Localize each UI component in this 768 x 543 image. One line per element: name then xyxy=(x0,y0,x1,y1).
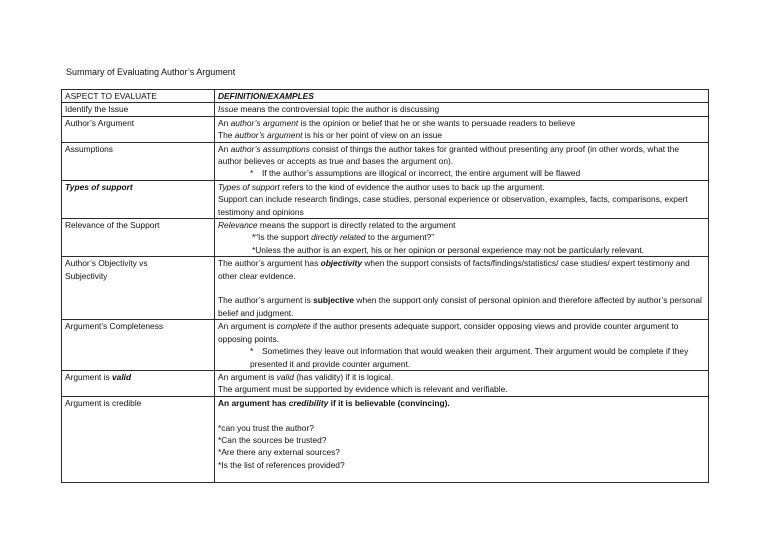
question-line: *Can the sources be trusted? xyxy=(218,434,327,445)
definition-line xyxy=(218,103,705,115)
definition-cell xyxy=(215,116,709,142)
definition-term: complete xyxy=(276,321,311,332)
aspect-cell: Author’s Argument xyxy=(62,116,215,142)
document-title: Summary of Evaluating Author’s Argument xyxy=(66,67,236,77)
table-row xyxy=(62,219,709,257)
table-row xyxy=(62,142,709,180)
evaluation-summary-table xyxy=(61,89,709,483)
definition-cell xyxy=(215,219,709,257)
definition-cell xyxy=(215,396,709,482)
table-row xyxy=(62,257,709,320)
aspect-cell: Identify the Issue xyxy=(62,103,215,116)
definition-cell xyxy=(215,180,709,218)
aspect-cell: Argument is valid xyxy=(62,370,215,396)
definition-line: An author’s argument is the opinion or belief that he or she wants to persuade readers to believe xyxy=(218,117,576,128)
question-line: *“Is the support directly related to the argument?” xyxy=(252,232,435,243)
question-line: *can you trust the author? xyxy=(218,422,314,433)
definition-line: Relevance means the support is directly related to the argument xyxy=(218,220,456,231)
definition-cell xyxy=(215,320,709,371)
definition-paragraph: An argument is complete if the author presents adequate support, consider opposing views and provide counter argument to opposing points. xyxy=(218,321,679,344)
definition-line: The author’s argument is his or her point of view on an issue xyxy=(218,130,443,141)
definition-paragraph: An author’s assumptions consist of things the author takes for granted without presenting any proof (in other words, what the author believes or accepts as true and bases the argument on). xyxy=(218,143,680,167)
aspect-label: Types of support xyxy=(65,181,133,192)
table-header-row xyxy=(62,90,709,103)
definition-term: credibility xyxy=(288,397,329,408)
definition-term: Relevance xyxy=(218,220,258,231)
table-row xyxy=(62,370,709,396)
bullet-marker: * xyxy=(250,346,254,357)
definition-term: objectivity xyxy=(320,258,362,269)
table-row xyxy=(62,396,709,482)
definition-cell xyxy=(215,142,709,180)
bullet-item xyxy=(218,167,705,179)
header-aspect: ASPECT TO EVALUATE xyxy=(62,90,215,103)
definition-text: means the controversial topic the author is discussing xyxy=(238,104,440,115)
definition-term: author’s argument xyxy=(230,117,299,128)
definition-term: valid xyxy=(276,371,294,382)
definition-cell xyxy=(215,257,709,320)
bullet-marker: * xyxy=(250,168,254,179)
table-row xyxy=(62,180,709,218)
definition-line: Types of support refers to the kind of evidence the author uses to back up the argument. xyxy=(218,181,545,192)
definition-paragraph: The author’s argument is subjective when the support only consist of personal opinion and therefore affected by author’s personal belief and judgment. xyxy=(218,295,702,318)
aspect-label: Author’s Objectivity vs Subjectivity xyxy=(65,258,148,281)
aspect-cell: Relevance of the Support xyxy=(62,219,215,257)
definition-cell xyxy=(215,103,709,116)
definition-paragraph: Support can include research findings, case studies, personal experience or observation, examples, facts, comparisons, expert testimony and opinions xyxy=(218,194,688,217)
definition-term: directly related xyxy=(311,232,366,243)
definition-term: subjective xyxy=(313,295,355,306)
definition-term: author’s argument xyxy=(234,130,303,141)
header-definition-label: DEFINITION/EXAMPLES xyxy=(218,91,314,101)
bullet-text: If the author’s assumptions are illogical or incorrect, the entire argument will be flawed xyxy=(262,168,581,179)
definition-cell xyxy=(215,370,709,396)
aspect-cell: Assumptions xyxy=(62,142,215,180)
note-line: *Unless the author is an expert, his or her opinion or personal experience may not be particularly relevant. xyxy=(252,244,644,255)
definition-line: An argument is valid (has validity) if it is logical. xyxy=(218,371,394,382)
definition-term: Issue xyxy=(218,104,239,115)
definition-term: author’s assumptions xyxy=(230,143,310,154)
definition-term: Types of support xyxy=(218,181,280,192)
table-row xyxy=(62,103,709,116)
definition-line: An argument has credibility if it is believable (convincing). xyxy=(218,397,450,408)
header-definition xyxy=(215,90,709,103)
aspect-cell: Argument is credible xyxy=(62,396,215,482)
question-line: *Are there any external sources? xyxy=(218,447,340,458)
definition-line: The argument must be supported by evidence which is relevant and verifiable. xyxy=(218,384,508,395)
aspect-cell xyxy=(62,180,215,218)
aspect-cell xyxy=(62,257,215,320)
bullet-text: Sometimes they leave out information that would weaken their argument. Their argument would be complete if they presented it and provide counter argument. xyxy=(250,346,689,369)
bullet-item xyxy=(218,345,705,370)
question-line: *Is the list of references provided? xyxy=(218,459,345,470)
definition-paragraph: The author’s argument has objectivity when the support consists of facts/findings/statistics/ case studies/ expert testimony and other clear evidence. xyxy=(218,258,690,281)
aspect-cell: Argument’s Completeness xyxy=(62,320,215,371)
aspect-term: valid xyxy=(112,371,132,382)
table-row xyxy=(62,116,709,142)
table-row xyxy=(62,320,709,371)
